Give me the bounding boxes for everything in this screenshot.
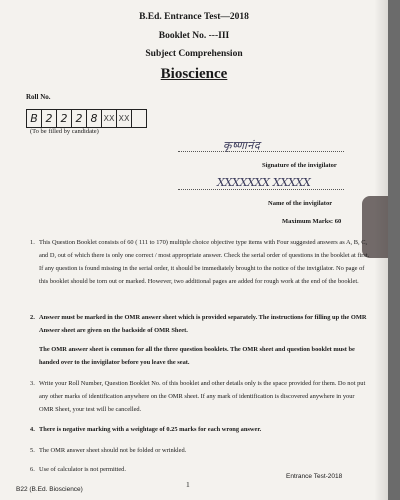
roll-number-label: Roll No. [26,93,51,101]
roll-cell: B [26,109,42,128]
roll-cell: 2 [41,109,57,128]
instruction-item: 1. This Question Booklet consists of 60 ( 111 to 170) multiple choice objective type items with Four suggested answers as A, B, C, and D, out of which there is only one correct / most appropriate answer. Check the serial order of questions in the booklet at first. If any question is found missing in the serial order, it should be immediately brought to the notice of the invigilator. No page of this booklet should be torn out or marked. However, two additional pages are added for rough work at the end of the booklet. [30,239,370,285]
footer-code: B22 (B.Ed. Bioscience) [16,486,83,493]
instruction-item: 2. Answer must be marked in the OMR answer sheet which is provided separately. The instructions for filling up the OMR Answer sheet are given on the backside of OMR Sheet. The OMR answer sheet is common for all the three question booklets. The OMR sheet and question booklet must be handed over to the invigilator before you leave the seat. [30,314,367,366]
invigilator-name: XXXXXXX XXXXX [217,176,311,189]
signature-line [178,151,344,152]
name-line [178,189,344,190]
roll-number-grid [26,109,147,128]
invigilator-signature: कृष्णानंद [223,139,261,152]
instruction-item: 4. There is negative marking with a weightage of 0.25 marks for each wrong answer. [30,426,262,433]
booklet-number: Booklet No. ---III [158,31,230,41]
roll-cell: 2 [56,109,72,128]
instruction-item: 5. The OMR answer sheet should not be folded or wrinkled. [30,447,187,454]
footer-test-name: Entrance Test-2018 [286,473,343,480]
roll-cell: 8 [86,109,102,128]
roll-cell: XX [101,109,117,128]
name-label: Name of the invigilator [268,200,333,207]
roll-cell: 2 [71,109,87,128]
test-title: B.Ed. Entrance Test—2018 [139,12,249,22]
subject-title: Subject Comprehension [145,49,243,59]
roll-cell [131,109,147,128]
instruction-item: 6. Use of calculator is not permitted. [30,466,126,473]
maximum-marks: Maximum Marks: 60 [282,218,342,225]
signature-label: Signature of the invigilator [262,162,337,169]
roll-number-note: (To be filled by candidate) [30,128,99,135]
roll-cell: XX [116,109,132,128]
page-number: 1 [186,480,190,489]
main-subject-title: Bioscience [160,66,228,82]
instruction-item: 3. Write your Roll Number, Question Booklet No. of this booklet and other details only is the space provided for them. Do not put any other marks of identification anywhere on the OMR sheet. If any mark of identification is discovered anywhere in your OMR Sheet, your test will be cancelled. [30,380,366,413]
